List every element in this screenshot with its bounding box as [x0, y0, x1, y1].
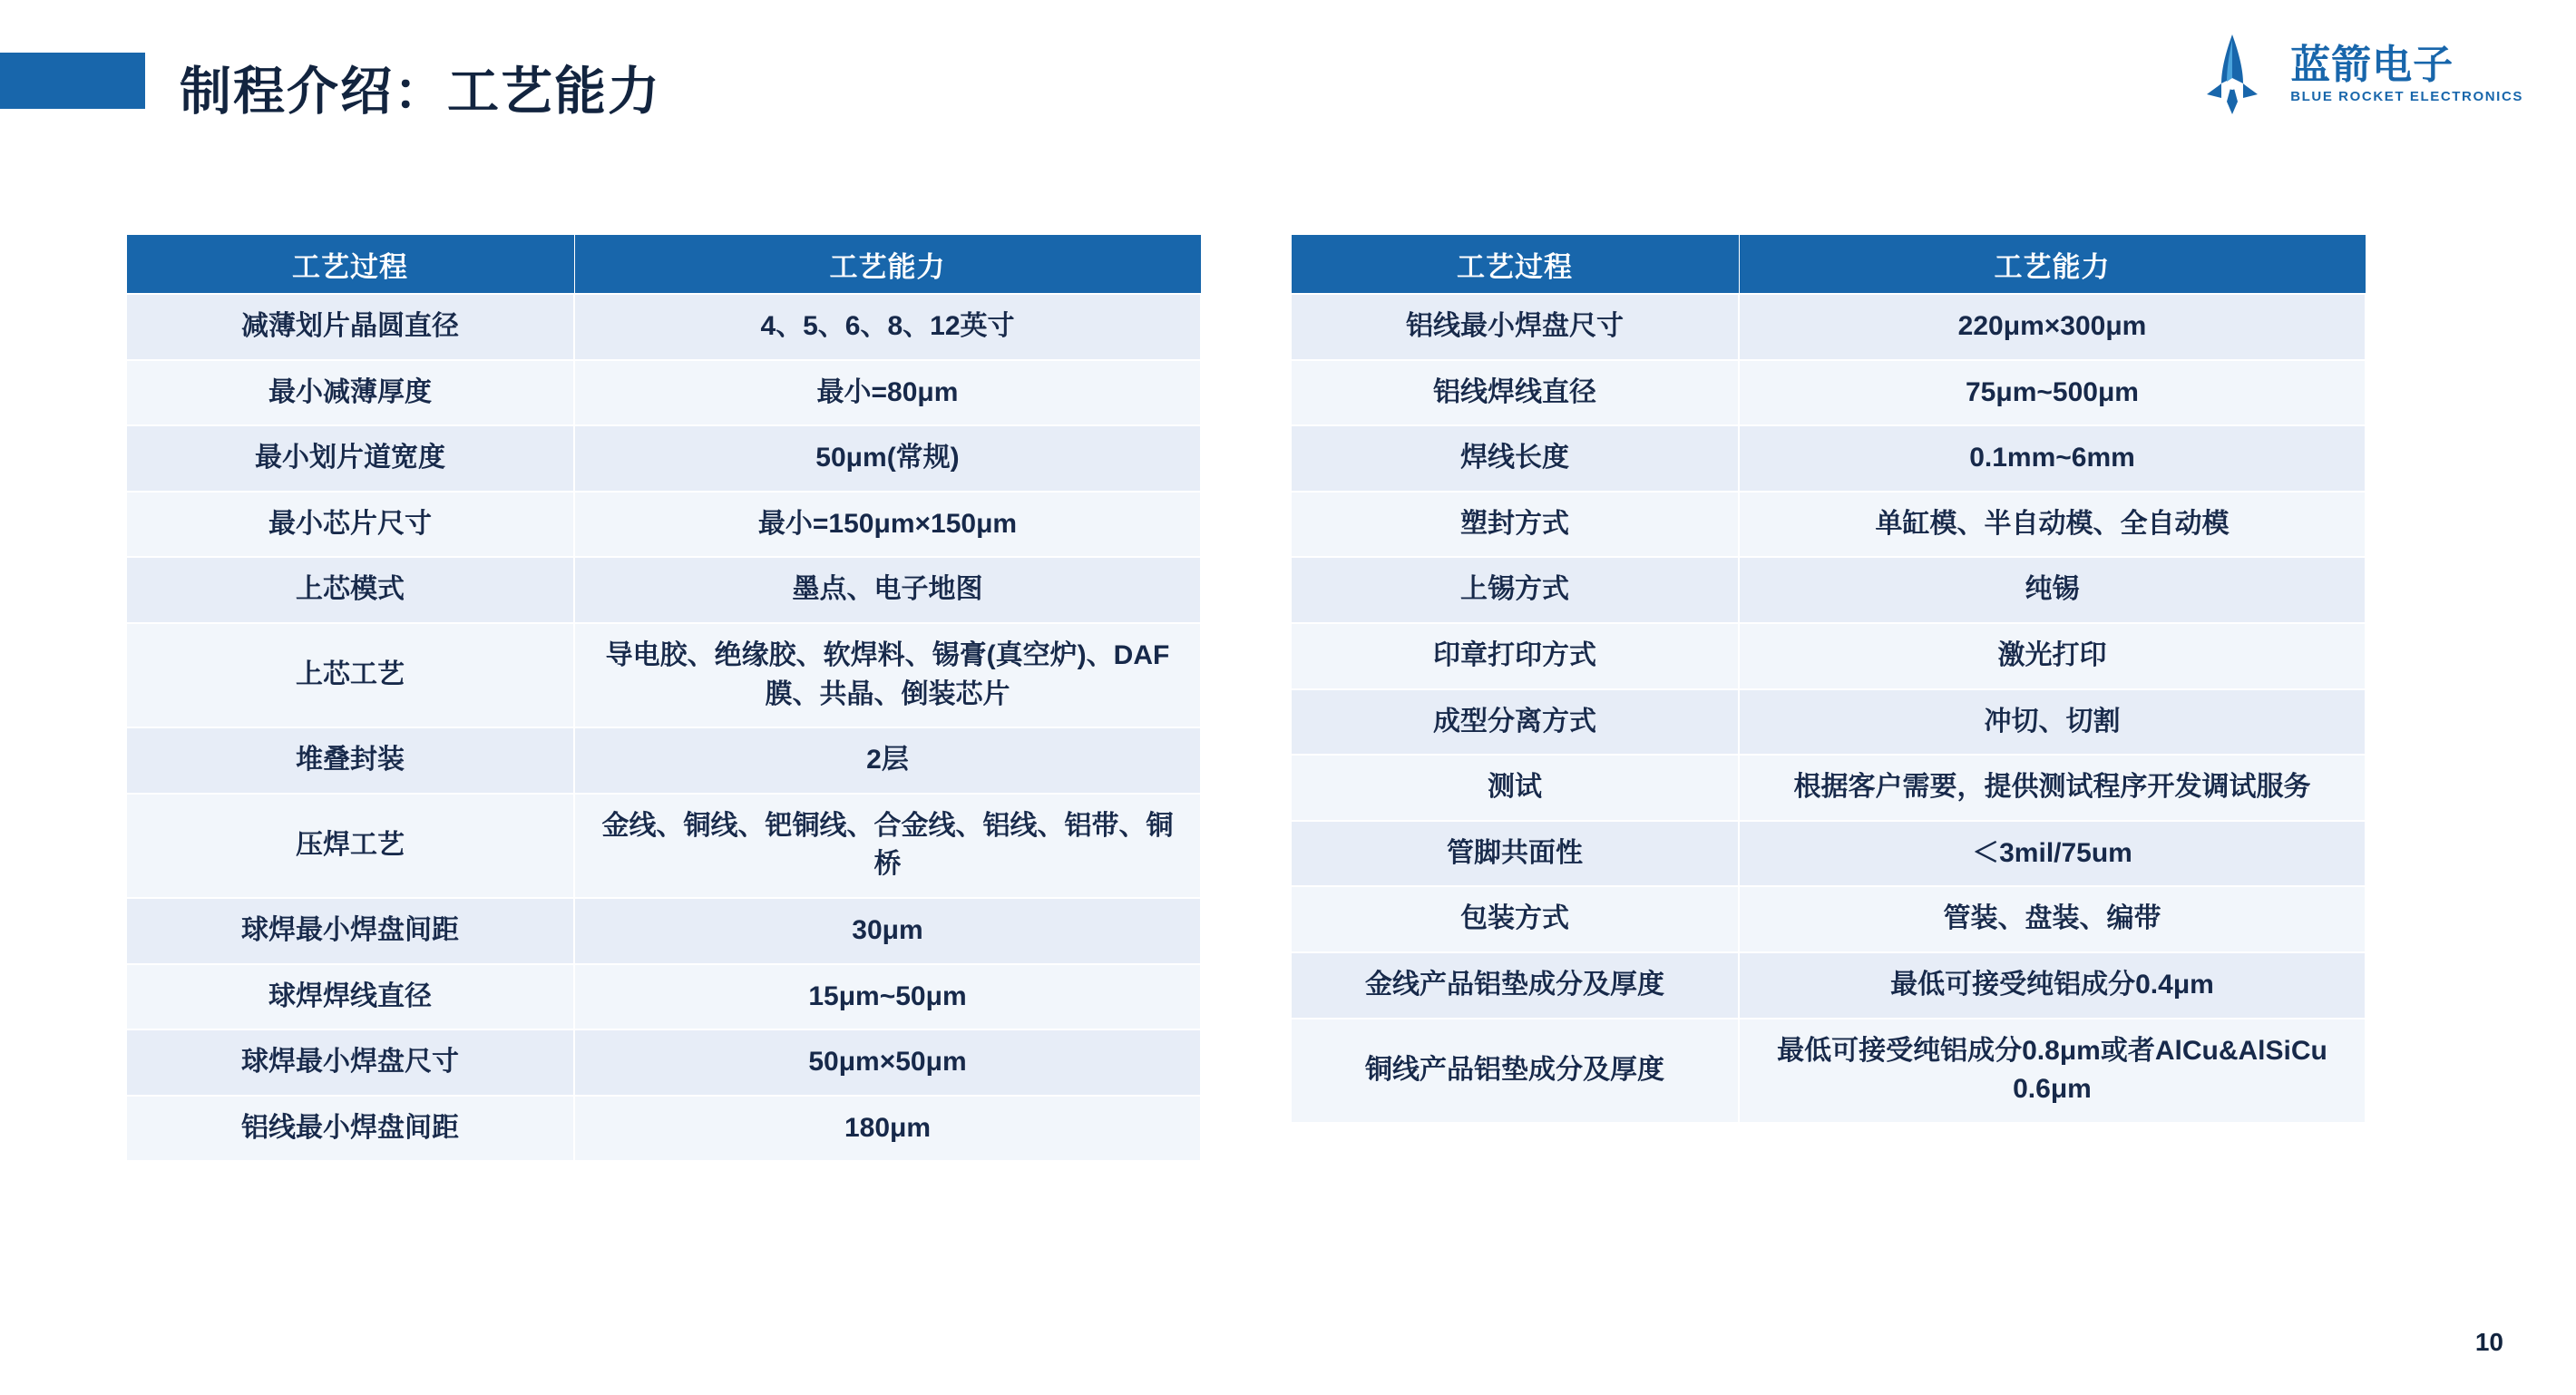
- logo-name-en: BLUE ROCKET ELECTRONICS: [2290, 89, 2523, 105]
- cell-process: 最小芯片尺寸: [126, 492, 574, 558]
- table-row: [1291, 492, 2366, 558]
- cell-capability: 最低可接受纯铝成分0.8μm或者AlCu&AlSiCu 0.6μm: [1739, 1019, 2366, 1123]
- cell-process: 堆叠封装: [126, 727, 574, 794]
- cell-capability: 50μm(常规): [574, 425, 1201, 492]
- rocket-logo-icon: [2189, 31, 2276, 118]
- table-row: [126, 294, 1201, 360]
- table-row: [126, 898, 1201, 964]
- cell-capability: 2层: [574, 727, 1201, 794]
- table-row: [1291, 294, 2366, 360]
- cell-process: 最小减薄厚度: [126, 360, 574, 426]
- cell-process: 铝线最小焊盘间距: [126, 1096, 574, 1162]
- table-row: [126, 360, 1201, 426]
- table-row: [1291, 1019, 2366, 1123]
- title-accent-bar: [0, 53, 145, 109]
- cell-process: 球焊最小焊盘间距: [126, 898, 574, 964]
- cell-process: 上芯模式: [126, 557, 574, 623]
- process-capability-table-right: [1290, 234, 2366, 1124]
- cell-process: 上锡方式: [1291, 557, 1739, 623]
- table-row: [1291, 360, 2366, 426]
- table-row: [126, 425, 1201, 492]
- cell-capability: 4、5、6、8、12英寸: [574, 294, 1201, 360]
- cell-capability: 墨点、电子地图: [574, 557, 1201, 623]
- cell-capability: 导电胶、绝缘胶、软焊料、锡膏(真空炉)、DAF膜、共晶、倒装芯片: [574, 623, 1201, 727]
- cell-process: 铝线最小焊盘尺寸: [1291, 294, 1739, 360]
- logo-name-cn: 蓝箭电子: [2290, 43, 2454, 88]
- tables-container: [0, 234, 2576, 1162]
- cell-process: 铜线产品铝垫成分及厚度: [1291, 1019, 1739, 1123]
- table-wrap-right: [1290, 234, 2365, 1162]
- process-capability-table-left: [125, 234, 1202, 1162]
- cell-capability: ＜3mil/75um: [1739, 821, 2366, 887]
- cell-process: 测试: [1291, 755, 1739, 821]
- cell-capability: 75μm~500μm: [1739, 360, 2366, 426]
- cell-capability: 冲切、切割: [1739, 689, 2366, 756]
- cell-capability: 30μm: [574, 898, 1201, 964]
- cell-capability: 最低可接受纯铝成分0.4μm: [1739, 952, 2366, 1019]
- table-row: [126, 727, 1201, 794]
- cell-process: 塑封方式: [1291, 492, 1739, 558]
- cell-process: 上芯工艺: [126, 623, 574, 727]
- table-row: [1291, 886, 2366, 952]
- cell-capability: 0.1mm~6mm: [1739, 425, 2366, 492]
- table-row: [126, 1096, 1201, 1162]
- table-row: [126, 492, 1201, 558]
- page-title: 制程介绍：工艺能力: [180, 63, 661, 121]
- table-row: [1291, 821, 2366, 887]
- page-number: 10: [2474, 1328, 2503, 1356]
- cell-process: 金线产品铝垫成分及厚度: [1291, 952, 1739, 1019]
- table-row: [126, 964, 1201, 1030]
- cell-capability: 最小=80μm: [574, 360, 1201, 426]
- column-header-process: 工艺过程: [126, 235, 574, 295]
- column-header-process: 工艺过程: [1291, 235, 1739, 295]
- cell-capability: 管装、盘装、编带: [1739, 886, 2366, 952]
- cell-process: 包装方式: [1291, 886, 1739, 952]
- cell-process: 压焊工艺: [126, 794, 574, 898]
- table-row: [126, 557, 1201, 623]
- cell-process: 印章打印方式: [1291, 623, 1739, 689]
- table-header-row: [1291, 235, 2366, 295]
- cell-process: 焊线长度: [1291, 425, 1739, 492]
- cell-capability: 根据客户需要，提供测试程序开发调试服务: [1739, 755, 2366, 821]
- table-row: [1291, 689, 2366, 756]
- cell-capability: 50μm×50μm: [574, 1029, 1201, 1096]
- cell-capability: 220μm×300μm: [1739, 294, 2366, 360]
- table-row: [1291, 623, 2366, 689]
- cell-capability: 180μm: [574, 1096, 1201, 1162]
- cell-process: 成型分离方式: [1291, 689, 1739, 756]
- table-row: [126, 1029, 1201, 1096]
- cell-capability: 激光打印: [1739, 623, 2366, 689]
- cell-capability: 最小=150μm×150μm: [574, 492, 1201, 558]
- table-row: [126, 623, 1201, 727]
- table-row: [1291, 952, 2366, 1019]
- cell-process: 球焊焊线直径: [126, 964, 574, 1030]
- cell-process: 管脚共面性: [1291, 821, 1739, 887]
- column-header-capability: 工艺能力: [1739, 235, 2366, 295]
- cell-process: 最小划片道宽度: [126, 425, 574, 492]
- cell-capability: 金线、铜线、钯铜线、合金线、铝线、铝带、铜桥: [574, 794, 1201, 898]
- column-header-capability: 工艺能力: [574, 235, 1201, 295]
- cell-process: 减薄划片晶圆直径: [126, 294, 574, 360]
- logo-text: [2290, 44, 2523, 104]
- table-row: [126, 794, 1201, 898]
- cell-process: 铝线焊线直径: [1291, 360, 1739, 426]
- table-wrap-left: [125, 234, 1200, 1162]
- company-logo: [2189, 31, 2523, 118]
- cell-process: 球焊最小焊盘尺寸: [126, 1029, 574, 1096]
- table-row: [1291, 425, 2366, 492]
- cell-capability: 单缸模、半自动模、全自动模: [1739, 492, 2366, 558]
- cell-capability: 15μm~50μm: [574, 964, 1201, 1030]
- table-row: [1291, 755, 2366, 821]
- cell-capability: 纯锡: [1739, 557, 2366, 623]
- table-row: [1291, 557, 2366, 623]
- table-header-row: [126, 235, 1201, 295]
